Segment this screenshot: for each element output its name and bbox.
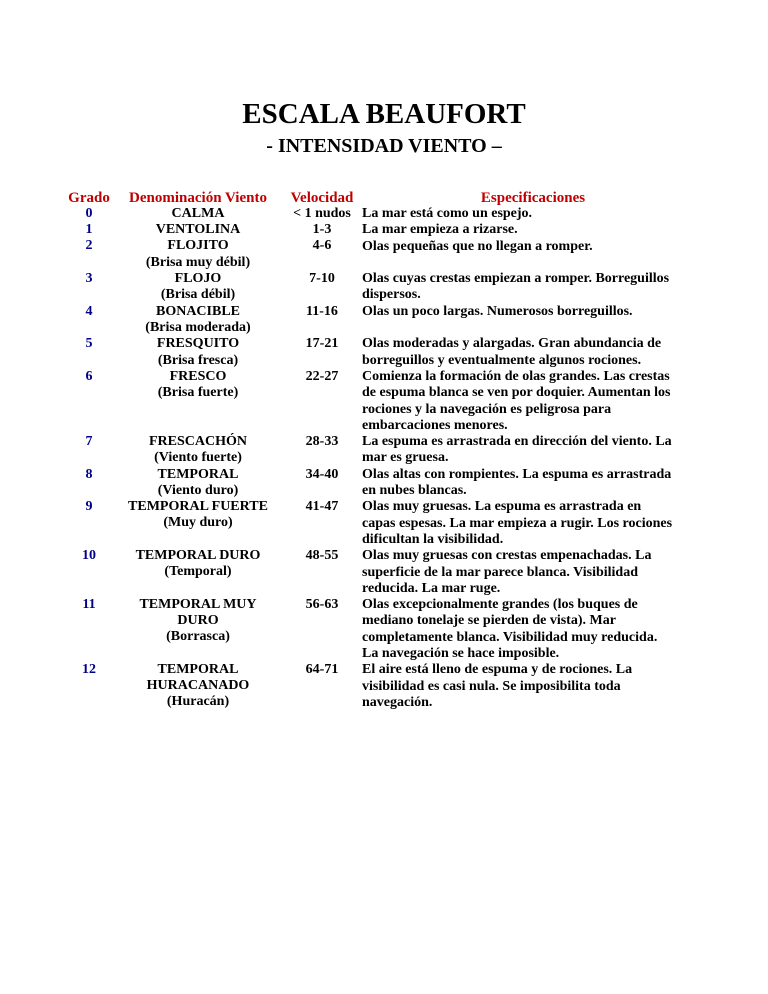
grado-cell: 1	[85, 222, 93, 237]
denominacion-note: (Viento fuerte)	[154, 450, 242, 465]
header-velocidad: Velocidad	[290, 190, 354, 206]
spec-line: Olas cuyas crestas empiezan a romper. Borreguillos	[362, 271, 670, 287]
velocidad-cell: 17-21	[305, 336, 339, 351]
page-subtitle: - INTENSIDAD VIENTO –	[266, 135, 502, 157]
denominacion-column	[118, 0, 278, 994]
grado-cell: 2	[85, 238, 93, 253]
velocidad-cell: 34-40	[305, 467, 339, 482]
denominacion-cell: FRESQUITO	[156, 336, 240, 351]
denominacion-cell: TEMPORAL	[157, 467, 239, 482]
denominacion-cell: VENTOLINA	[155, 222, 241, 237]
spec-line: borreguillos y eventualmente algunos rociones.	[362, 352, 642, 368]
velocidad-cell: 1-3	[312, 222, 332, 237]
denominacion-note: (Brisa moderada)	[145, 320, 251, 335]
spec-line: Olas muy gruesas. La espuma es arrastrada en	[362, 499, 642, 515]
spec-line: dificultan la visibilidad.	[362, 531, 504, 547]
grado-cell: 7	[85, 434, 93, 449]
spec-line: La navegación se hace imposible.	[362, 646, 560, 662]
grado-cell: 6	[85, 369, 93, 384]
spec-line: La mar está como un espejo.	[362, 206, 533, 221]
grado-cell: 3	[85, 271, 93, 286]
spec-line: Olas un poco largas. Numerosos borreguillos.	[362, 303, 633, 319]
velocidad-column	[282, 0, 362, 994]
grado-cell: 9	[85, 499, 93, 514]
spec-line: dispersos.	[362, 287, 421, 303]
spec-line: Olas pequeñas que no llegan a romper.	[362, 238, 593, 254]
page-title: ESCALA BEAUFORT	[242, 98, 526, 130]
spec-line: La mar empieza a rizarse.	[362, 222, 518, 238]
denominacion-cell: FRESCO	[169, 369, 227, 384]
denominacion-cell: TEMPORAL	[157, 662, 239, 677]
velocidad-cell: < 1 nudos	[293, 206, 351, 221]
spec-line: Olas muy gruesas con crestas empenachadas. La	[362, 548, 652, 564]
spec-line	[362, 255, 704, 271]
grado-cell: 12	[82, 662, 96, 677]
denominacion-note: (Brisa fresca)	[157, 353, 239, 368]
denominacion-note: (Brisa muy débil)	[145, 255, 251, 270]
header-grado: Grado	[68, 190, 110, 206]
spec-line: La espuma es arrastrada en dirección del viento. La	[362, 434, 672, 450]
denominacion-cell: BONACIBLE	[155, 304, 241, 319]
denominacion-note: (Temporal)	[164, 564, 232, 579]
header-especificaciones: Especificaciones	[480, 190, 586, 206]
grado-cell: 8	[85, 467, 93, 482]
velocidad-cell: 7-10	[309, 271, 335, 286]
grado-cell: 5	[85, 336, 93, 351]
spec-line: en nubes blancas.	[362, 483, 467, 499]
spec-line: reducida. La mar ruge.	[362, 580, 501, 596]
velocidad-cell: 64-71	[305, 662, 339, 677]
denominacion-cell: TEMPORAL FUERTE	[128, 499, 268, 514]
spec-line: embarcaciones menores.	[362, 417, 508, 433]
denominacion-note: (Brisa débil)	[160, 287, 236, 302]
spec-line: rociones y la navegación es peligrosa para	[362, 401, 612, 417]
denominacion-note: (Viento duro)	[157, 483, 239, 498]
spec-line: navegación.	[362, 694, 433, 710]
denominacion-cell: TEMPORAL DURO	[135, 548, 261, 563]
denominacion-note: (Muy duro)	[163, 515, 233, 530]
velocidad-cell: 11-16	[306, 304, 338, 319]
spec-line: Olas moderadas y alargadas. Gran abundancia de	[362, 336, 662, 352]
spec-line: mediano tonelaje se pierden de vista). Mar	[362, 613, 616, 629]
spec-line: Olas excepcionalmente grandes (los buques de	[362, 597, 638, 613]
spec-line: completamente blanca. Visibilidad muy reducida.	[362, 629, 658, 645]
spec-line	[362, 320, 704, 336]
velocidad-cell: 56-63	[305, 597, 339, 612]
velocidad-cell: 22-27	[305, 369, 339, 384]
denominacion-cell: CALMA	[171, 206, 225, 221]
spec-line: mar es gruesa.	[362, 450, 449, 466]
grado-cell: 11	[82, 597, 96, 612]
spec-line: El aire está lleno de espuma y de rociones. La	[362, 662, 633, 678]
velocidad-cell: 41-47	[305, 499, 339, 514]
denominacion-cell: TEMPORAL MUY	[139, 597, 257, 612]
header-denominacion: Denominación Viento	[129, 190, 267, 206]
especificaciones-column	[362, 206, 704, 711]
spec-line: Olas altas con rompientes. La espuma es arrastrada	[362, 466, 672, 482]
denominacion-note: (Borrasca)	[166, 629, 230, 644]
denominacion-cell: HURACANADO	[146, 678, 250, 693]
grado-column	[59, 0, 119, 994]
spec-line: Comienza la formación de olas grandes. Las crestas	[362, 368, 670, 384]
velocidad-cell: 4-6	[312, 238, 332, 253]
denominacion-note: (Huracán)	[166, 694, 230, 709]
grado-cell: 0	[85, 206, 93, 221]
spec-line: superficie de la mar parece blanca. Visibilidad	[362, 564, 638, 580]
denominacion-cell: DURO	[177, 613, 219, 628]
denominacion-cell: FRESCACHÓN	[148, 434, 247, 449]
spec-line: capas espesas. La mar empieza a rugir. Los rociones	[362, 515, 673, 531]
denominacion-cell: FLOJO	[174, 271, 222, 286]
velocidad-cell: 48-55	[305, 548, 339, 563]
grado-cell: 10	[82, 548, 96, 563]
spec-line: visibilidad es casi nula. Se imposibilita toda	[362, 678, 621, 694]
spec-line: de espuma blanca se ven por doquier. Aumentan los	[362, 385, 671, 401]
grado-cell: 4	[85, 304, 93, 319]
velocidad-cell: 28-33	[305, 434, 339, 449]
denominacion-note: (Brisa fuerte)	[157, 385, 239, 400]
denominacion-cell: FLOJITO	[167, 238, 229, 253]
